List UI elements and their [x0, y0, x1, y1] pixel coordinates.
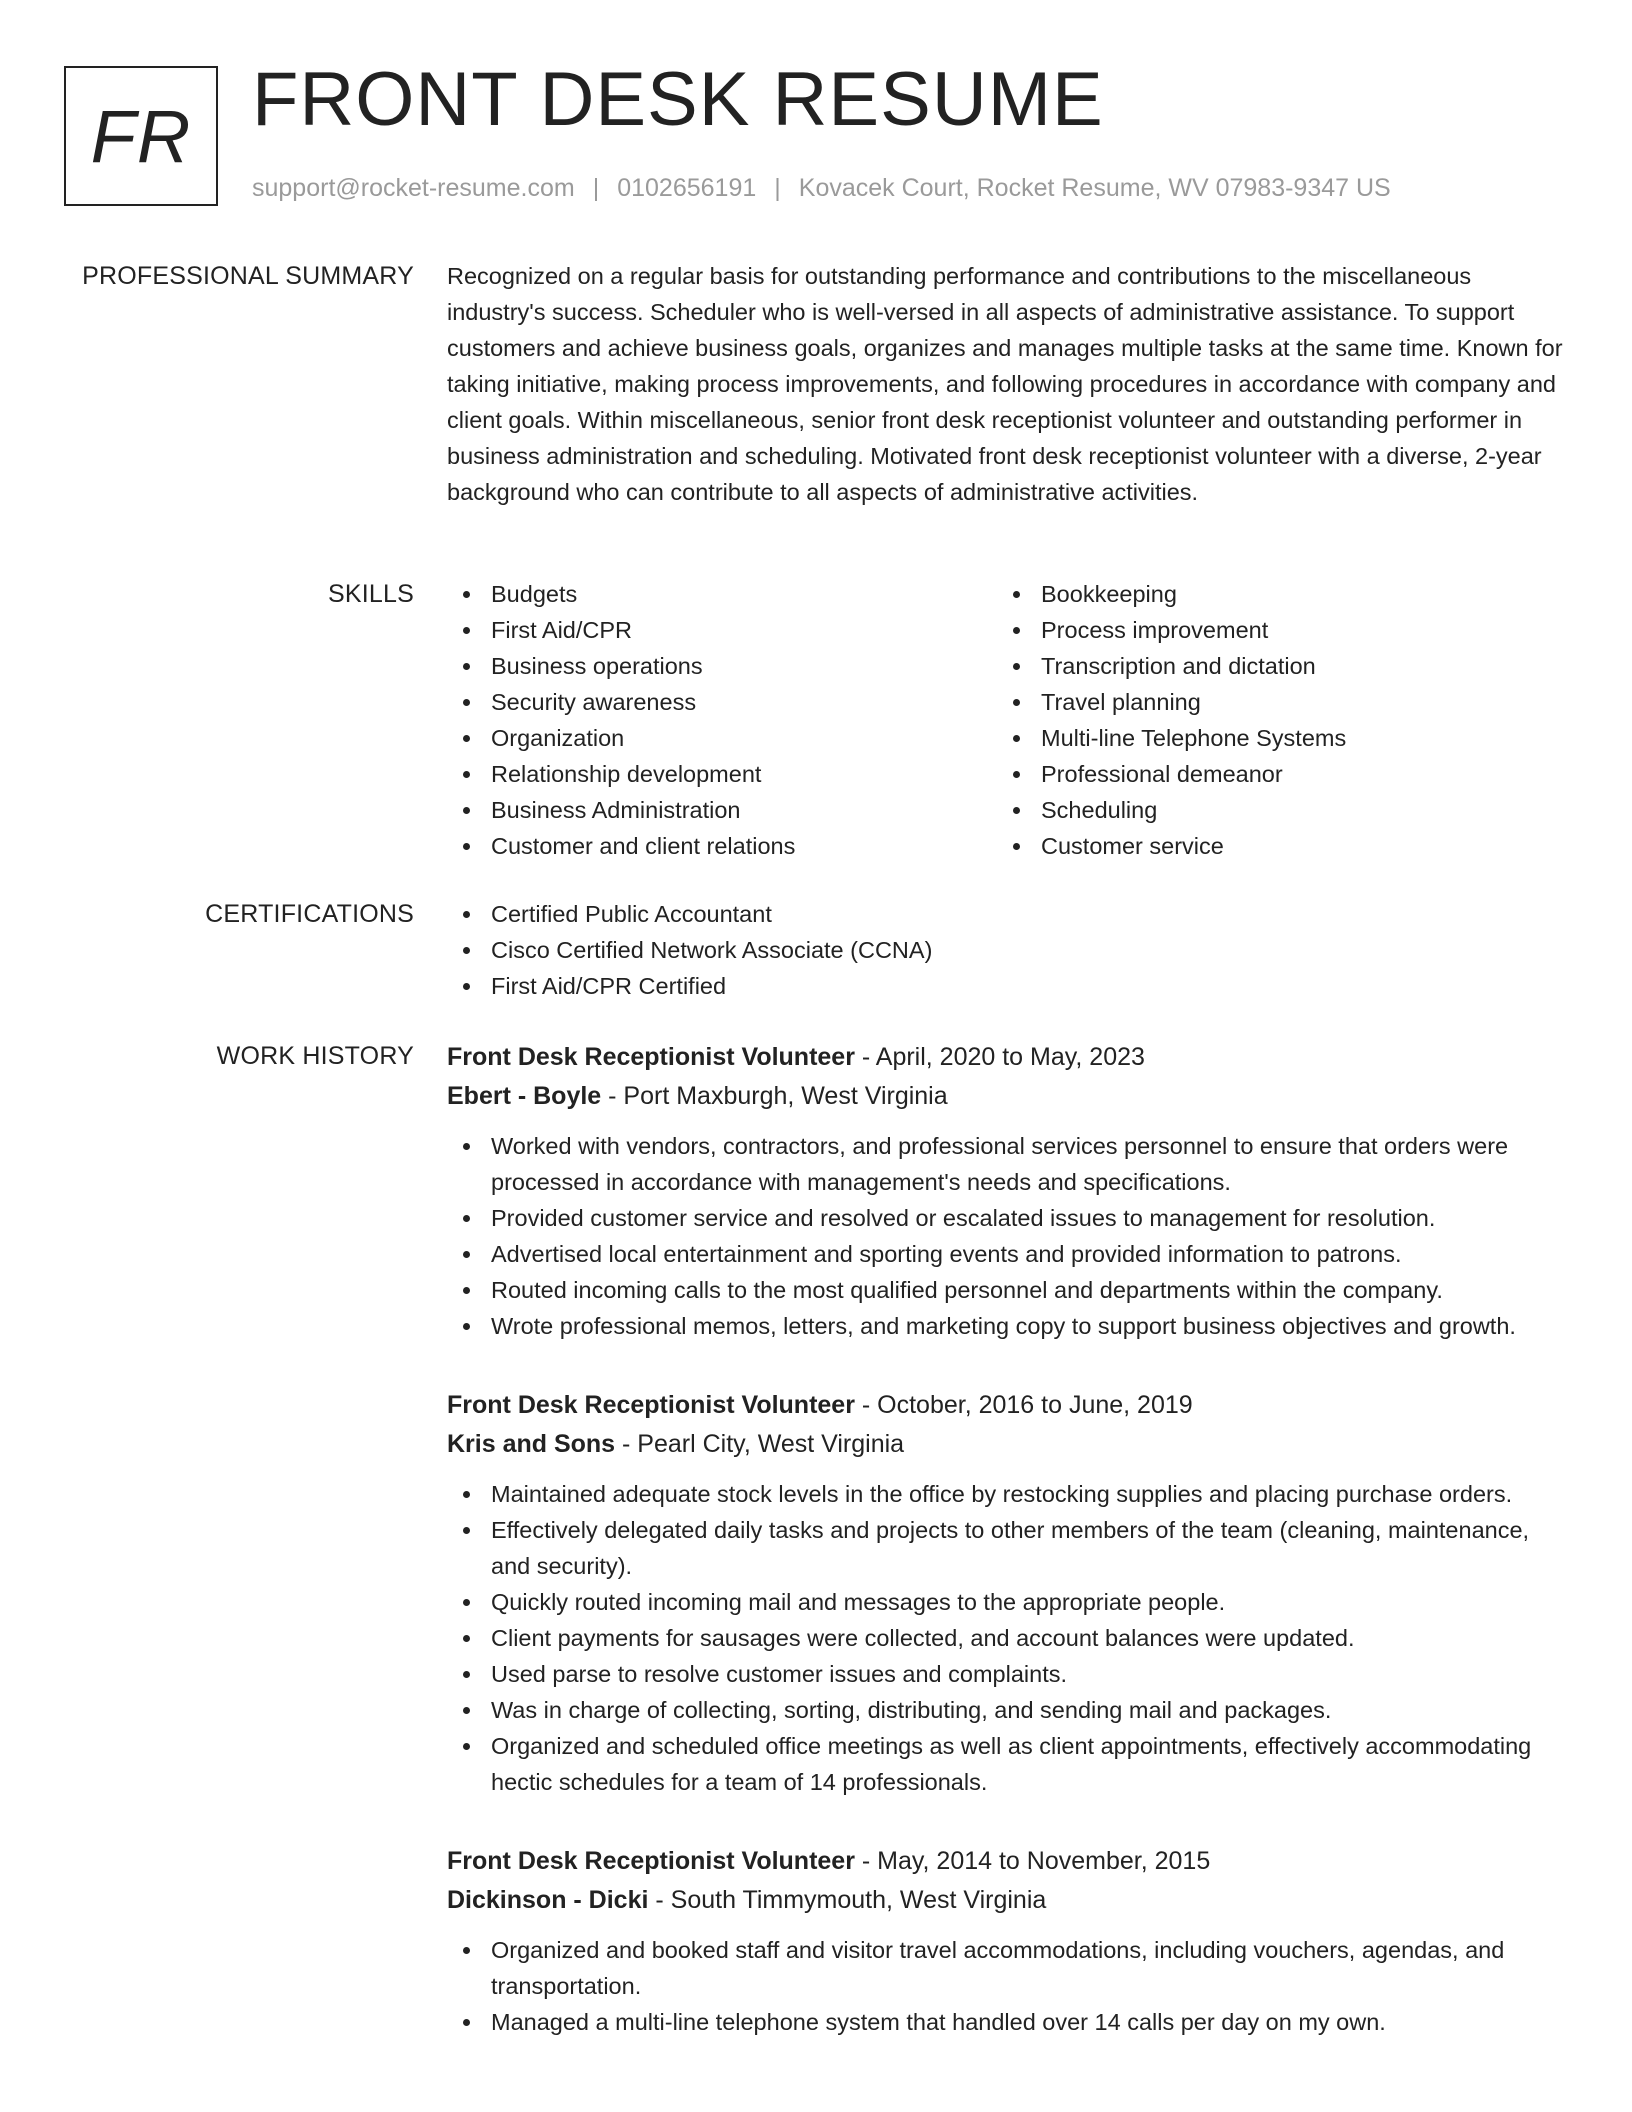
list-item: First Aid/CPR	[447, 612, 997, 648]
resume-title: FRONT DESK RESUME	[252, 57, 1104, 142]
list-item: Managed a multi-line telephone system that handled over 14 calls per day on my own.	[447, 2004, 1567, 2040]
list-item: Organization	[447, 720, 997, 756]
list-item: First Aid/CPR Certified	[447, 968, 1567, 1004]
list-item: Provided customer service and resolved or escalated issues to management for resolution.	[447, 1200, 1567, 1236]
list-item: Quickly routed incoming mail and messages to the appropriate people.	[447, 1584, 1567, 1620]
contact-phone: 0102656191	[617, 174, 757, 202]
job-location: - Pearl City, West Virginia	[615, 1430, 905, 1458]
list-item: Transcription and dictation	[997, 648, 1547, 684]
list-item: Business operations	[447, 648, 997, 684]
job-company-line	[447, 1425, 1567, 1464]
list-item: Maintained adequate stock levels in the office by restocking supplies and placing purchase orders.	[447, 1476, 1567, 1512]
job-title: Front Desk Receptionist Volunteer	[447, 1043, 855, 1071]
list-item: Organized and scheduled office meetings as well as client appointments, effectively accommodating hectic schedules for a team of 14 professionals.	[447, 1728, 1567, 1800]
certifications-list	[447, 896, 1567, 1004]
contact-separator: |	[774, 174, 781, 202]
job-dates: - April, 2020 to May, 2023	[854, 1043, 1145, 1071]
contact-line	[252, 174, 1391, 203]
job-company: Ebert - Boyle	[447, 1082, 602, 1110]
list-item: Wrote professional memos, letters, and marketing copy to support business objectives and growth.	[447, 1308, 1567, 1344]
list-item: Client payments for sausages were collected, and account balances were updated.	[447, 1620, 1567, 1656]
list-item: Worked with vendors, contractors, and professional services personnel to ensure that orders were processed in accordance with management's needs and specifications.	[447, 1128, 1567, 1200]
skills-list-left	[447, 576, 997, 864]
job-company-line	[447, 1881, 1567, 1920]
job-dates: - May, 2014 to November, 2015	[854, 1847, 1211, 1875]
job-title-line	[447, 1386, 1567, 1425]
list-item: Customer and client relations	[447, 828, 997, 864]
list-item: Was in charge of collecting, sorting, distributing, and sending mail and packages.	[447, 1692, 1567, 1728]
job-title: Front Desk Receptionist Volunteer	[447, 1847, 855, 1875]
list-item: Professional demeanor	[997, 756, 1547, 792]
list-item: Certified Public Accountant	[447, 896, 1567, 932]
list-item: Routed incoming calls to the most qualified personnel and departments within the company.	[447, 1272, 1567, 1308]
job-bullets	[447, 1128, 1567, 1344]
monogram-badge	[64, 66, 218, 206]
job-entry	[447, 1038, 1567, 1344]
summary-text: Recognized on a regular basis for outstanding performance and contributions to the miscellaneous industry's success. Scheduler who is well-versed in all aspects of administrative assistance. To support customers and achieve business goals, organizes and manages multiple tasks at the same time. Known for taking initiative, making process improvements, and following procedures in accordance with company and client goals. Within miscellaneous, senior front desk receptionist volunteer and outstanding performer in business administration and scheduling. Motivated front desk receptionist volunteer with a diverse, 2-year background who can contribute to all aspects of administrative activities.	[447, 263, 1563, 505]
job-bullets	[447, 1476, 1567, 1800]
job-dates: - October, 2016 to June, 2019	[854, 1391, 1193, 1419]
skills-list-right	[997, 576, 1547, 864]
list-item: Advertised local entertainment and sporting events and provided information to patrons.	[447, 1236, 1567, 1272]
section-label-skills: SKILLS	[328, 580, 414, 608]
job-title: Front Desk Receptionist Volunteer	[447, 1391, 855, 1419]
list-item: Effectively delegated daily tasks and projects to other members of the team (cleaning, maintenance, and security).	[447, 1512, 1567, 1584]
list-item: Multi-line Telephone Systems	[997, 720, 1547, 756]
job-company-line	[447, 1077, 1567, 1116]
job-title-line	[447, 1038, 1567, 1077]
list-item: Scheduling	[997, 792, 1547, 828]
list-item: Customer service	[997, 828, 1547, 864]
job-company: Dickinson - Dicki	[447, 1886, 649, 1914]
list-item: Relationship development	[447, 756, 997, 792]
job-bullets	[447, 1932, 1567, 2040]
contact-address: Kovacek Court, Rocket Resume, WV 07983-9347 US	[798, 174, 1391, 202]
list-item: Cisco Certified Network Associate (CCNA)	[447, 932, 1567, 968]
job-location: - Port Maxburgh, West Virginia	[601, 1082, 948, 1110]
job-title-line	[447, 1842, 1567, 1881]
list-item: Bookkeeping	[997, 576, 1547, 612]
contact-email: support@rocket-resume.com	[252, 174, 575, 202]
section-label-certifications: CERTIFICATIONS	[205, 900, 414, 928]
list-item: Budgets	[447, 576, 997, 612]
list-item: Security awareness	[447, 684, 997, 720]
monogram-text: FR	[90, 94, 192, 178]
job-company: Kris and Sons	[447, 1430, 616, 1458]
section-label-summary: PROFESSIONAL SUMMARY	[82, 262, 414, 290]
jobs-list	[447, 1038, 1567, 2040]
job-entry	[447, 1386, 1567, 1800]
list-item: Organized and booked staff and visitor travel accommodations, including vouchers, agendas, and transportation.	[447, 1932, 1567, 2004]
list-item: Business Administration	[447, 792, 997, 828]
list-item: Process improvement	[997, 612, 1547, 648]
job-entry	[447, 1842, 1567, 2040]
list-item: Used parse to resolve customer issues and complaints.	[447, 1656, 1567, 1692]
list-item: Travel planning	[997, 684, 1547, 720]
job-location: - South Timmymouth, West Virginia	[648, 1886, 1047, 1914]
section-label-work-history: WORK HISTORY	[216, 1042, 414, 1070]
contact-separator: |	[592, 174, 600, 202]
